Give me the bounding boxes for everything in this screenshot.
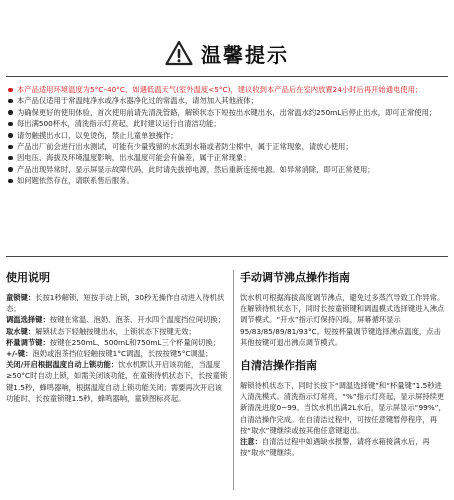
self-clean-guide-text: 解锁待机状态下，同时长按下“调温选择键”和“杯量键”1.5秒进入清洗模式。清洗指示灯常亮，“%”指示灯亮起，显示屏持续更新清洗进度0~99。当饮水机出满2L水后，显示屏显示“99%”，自清洁操作完成。在自清洁过程中，可按任意键暂停程序，再按“取水”键继续或按其他任意键退出。 <box>240 381 446 435</box>
notice-text: 每出满500杯水，清洗指示灯亮起，此时建议运行自清洁功能； <box>17 119 221 129</box>
usage-item-text: 按键在常温、泡奶、泡茶、开水四个温度挡位间切换； <box>49 315 225 325</box>
notice-text: 产品出现异常时，显示屏显示故障代码，此时请先拔掉电源，然后重新连接电源。如异常消除，即可正常使用； <box>17 164 375 174</box>
bullet-icon <box>8 156 13 161</box>
notice-item <box>6 152 448 163</box>
bullet-icon <box>8 110 13 115</box>
warning-triangle-icon <box>165 40 193 66</box>
notice-text: 本产品适用环境温度为5°C–40°C，如遇低温天气(室外温度<5°C)，建议收到本产品后在室内放置24小时后再开始通电使用； <box>17 85 423 94</box>
notice-list <box>6 84 448 187</box>
bullet-icon <box>8 179 13 184</box>
usage-item <box>6 337 228 348</box>
usage-title: 使用说明 <box>6 271 50 284</box>
usage-item <box>6 314 228 325</box>
notice-text: 本产品仅适用于常温纯净水或净水器净化过的常温水，请勿加入其他液体； <box>17 96 258 106</box>
bullet-icon <box>8 122 13 127</box>
usage-item-text: 泡奶或泡茶挡位轻触按键1°C调温，长按按键5°C调温； <box>32 349 213 359</box>
usage-item <box>6 326 228 337</box>
boiling-point-guide-text: 饮水机可根据海拔高度调节沸点，避免过多蒸汽导致工作异常。在解锁待机状态下，同时长按童锁键和调温模式选择键进入沸点调节模式。“开水”指示灯保持闪烁，屏幕循环显示95/83/85/89/81/93°C。短按杯量调节键选择沸点温度，点击其他按键可退出沸点调节模式。 <box>240 293 445 347</box>
usage-item-label: 关闭/开启根据温度自动上锁功能： <box>6 360 119 370</box>
usage-item-label: 杯量调节键： <box>6 337 50 347</box>
guide-column <box>240 270 448 458</box>
note-text: 自清洁过程中如遇缺水报警，请将水箱接满水后，再按“取水”键继续。 <box>240 437 430 458</box>
header <box>0 36 454 70</box>
usage-item-text: 按键在250mL、500mL和750mL三个杯量间切换； <box>49 337 220 347</box>
notice-text: 如问题依然存在，请联系售后服务。 <box>17 176 134 186</box>
usage-instructions <box>6 270 228 404</box>
usage-item <box>6 359 228 404</box>
self-clean-note <box>240 436 448 458</box>
usage-item-label: 取水键： <box>6 326 36 336</box>
bullet-icon <box>8 133 13 138</box>
notice-text: 产品出厂前会进行出水测试，可能有少量残留的水流到水箱或者防尘棉中，属于正常现象，请放心使用； <box>17 142 353 152</box>
notice-item <box>6 130 448 141</box>
usage-item-text: 饮水机默认开启该功能，当温度≥50°C时自动上锁，如需关闭该功能，在童锁待机状态下，长按童锁键1.5秒，蜂鸣器响，根据温度自动上锁功能关闭；需要再次开启该功能时，长按童锁键1.5秒，蜂鸣器响，童锁图标亮起。 <box>6 360 228 403</box>
bullet-icon <box>8 88 13 93</box>
usage-item-text: 解锁状态下轻触按键出水，上锁状态下按键无效； <box>35 326 196 336</box>
notice-text: 为确保更好的使用体验，首次使用前请先清洗管路，解锁状态下短按出水键出水，出常温水约250mL后停止出水，即可正常使用； <box>17 107 437 117</box>
usage-item <box>6 292 228 314</box>
usage-item-label: 童锁键： <box>6 293 36 302</box>
usage-item-label: +/-键： <box>6 349 33 359</box>
notice-text: 请勿触摸出水口，以免烫伤，禁止儿童单独操作； <box>17 130 178 140</box>
section-divider <box>6 256 448 257</box>
usage-item-label: 调温选择键： <box>6 315 50 325</box>
self-clean-guide-title: 自清洁操作指南 <box>240 359 317 373</box>
notice-item <box>6 95 448 106</box>
boiling-point-guide-title: 手动调节沸点操作指南 <box>240 271 350 284</box>
notice-text: 因电压、海拔及环境温度影响，出水温度可能会有偏差，属于正常现象； <box>17 153 251 163</box>
header-divider <box>6 76 448 77</box>
notice-item <box>6 107 448 118</box>
notice-item <box>6 141 448 152</box>
notice-item <box>6 118 448 129</box>
usage-item <box>6 348 228 359</box>
notice-item <box>6 84 448 95</box>
notice-item <box>6 164 448 175</box>
column-divider <box>233 270 234 490</box>
bullet-icon <box>8 167 13 172</box>
note-label: 注意： <box>240 437 262 447</box>
usage-item-text: 长按1秒解锁，短按手动上锁，30秒无操作自动进入待机状态； <box>6 293 225 314</box>
notice-item <box>6 175 448 186</box>
page-title: 温馨提示 <box>201 42 289 67</box>
bullet-icon <box>8 99 13 104</box>
bullet-icon <box>8 145 13 150</box>
